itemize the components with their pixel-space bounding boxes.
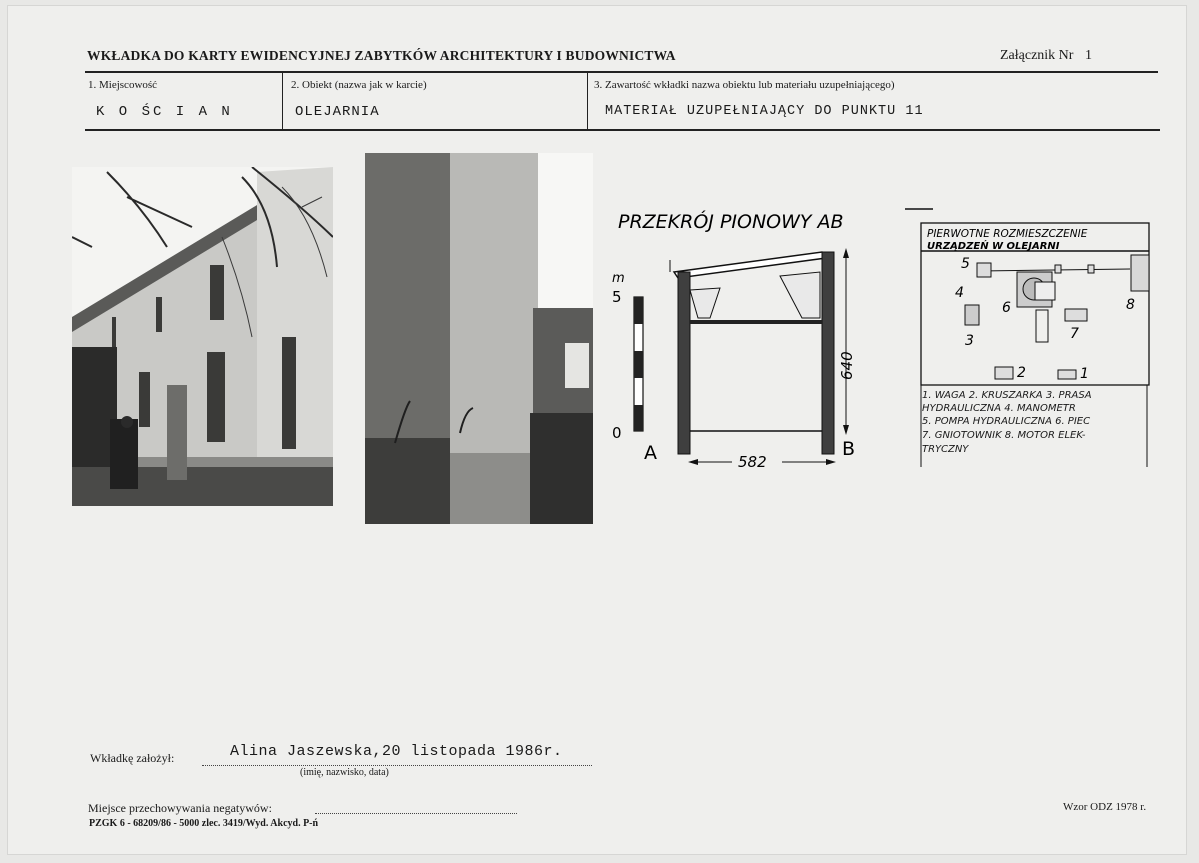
author-dotted-line bbox=[202, 765, 592, 766]
scale-unit: m bbox=[612, 271, 625, 286]
annex-number: 1 bbox=[1085, 48, 1092, 63]
point-b-label: B bbox=[842, 438, 856, 460]
height-dimension bbox=[843, 248, 849, 435]
width-dimension-label: 582 bbox=[738, 453, 767, 470]
author-hint: (imię, nazwisko, data) bbox=[300, 767, 389, 778]
point-a-label: A bbox=[644, 442, 657, 464]
object-value: OLEJARNIA bbox=[295, 104, 380, 120]
facade-photo-image bbox=[72, 167, 333, 506]
plan-legend-line-3: 5. POMPA HYDRAULICZNA 6. PIEC bbox=[922, 416, 1091, 427]
form-title: WKŁADKA DO KARTY EWIDENCYJNEJ ZABYTKÓW ARCHITEKTURY I BUDOWNICTWA bbox=[87, 48, 676, 63]
scale-top-label: 5 bbox=[612, 288, 622, 306]
plan-number-2: 2 bbox=[1017, 365, 1026, 381]
photo-building-facade bbox=[72, 167, 333, 506]
content-value: MATERIAŁ UZUPEŁNIAJĄCY DO PUNKTU 11 bbox=[605, 104, 924, 119]
vertical-section-drawing bbox=[600, 200, 900, 470]
negatives-label: Miejsce przechowywania negatywów: bbox=[88, 801, 272, 815]
plan-number-4: 4 bbox=[955, 285, 964, 301]
plan-equipment-shapes bbox=[965, 255, 1149, 379]
plan-title-line1: PIERWOTNE ROZMIESZCZENIE bbox=[927, 228, 1088, 240]
scale-bar bbox=[634, 297, 643, 431]
plan-number-3: 3 bbox=[965, 333, 974, 349]
passage-photo-image bbox=[365, 153, 593, 524]
plan-number-1: 1 bbox=[1080, 366, 1089, 382]
plan-legend-line-5: TRYCZNY bbox=[922, 444, 969, 455]
object-label: 2. Obiekt (nazwa jak w karcie) bbox=[291, 79, 427, 91]
annex-label: Załącznik Nr bbox=[1000, 48, 1074, 63]
locality-label: 1. Miejscowość bbox=[88, 79, 158, 91]
plan-legend-line-2: HYDRAULICZNA 4. MANOMETR bbox=[922, 403, 1076, 414]
photo-narrow-passage bbox=[365, 153, 593, 524]
print-info: PZGK 6 - 68209/86 - 5000 zlec. 3419/Wyd. Akcyd. P-ń bbox=[89, 818, 319, 829]
negatives-dotted-line bbox=[315, 813, 517, 814]
plan-number-6: 6 bbox=[1002, 300, 1011, 316]
plan-legend-line-1: 1. WAGA 2. KRUSZARKA 3. PRASA bbox=[922, 390, 1092, 401]
plan-title-line2: URZĄDZEŃ W OLEJARNI bbox=[927, 241, 1060, 252]
field-divider-1 bbox=[282, 73, 283, 129]
plan-number-8: 8 bbox=[1126, 297, 1135, 313]
field-divider-2 bbox=[587, 73, 588, 129]
author-label: Wkładkę założył: bbox=[90, 751, 175, 765]
fields-bottom-rule bbox=[85, 129, 1160, 131]
header-rule bbox=[85, 71, 1158, 73]
section-title: PRZEKRÓJ PIONOWY AB bbox=[618, 211, 844, 233]
content-label: 3. Zawartość wkładki nazwa obiektu lub materiału uzupełniającego) bbox=[594, 79, 895, 91]
plan-number-5: 5 bbox=[961, 256, 970, 272]
height-dimension-label: 640 bbox=[838, 351, 856, 380]
plan-number-7: 7 bbox=[1070, 326, 1079, 342]
author-value: Alina Jaszewska,20 listopada 1986r. bbox=[230, 743, 563, 760]
locality-value: K O ŚC I A N bbox=[96, 104, 233, 120]
plan-legend-line-4: 7. GNIOTOWNIK 8. MOTOR ELEK- bbox=[922, 430, 1086, 441]
scale-bottom-label: 0 bbox=[612, 424, 622, 442]
form-reference: Wzor ODZ 1978 r. bbox=[1063, 801, 1147, 813]
section-frame bbox=[670, 252, 834, 454]
